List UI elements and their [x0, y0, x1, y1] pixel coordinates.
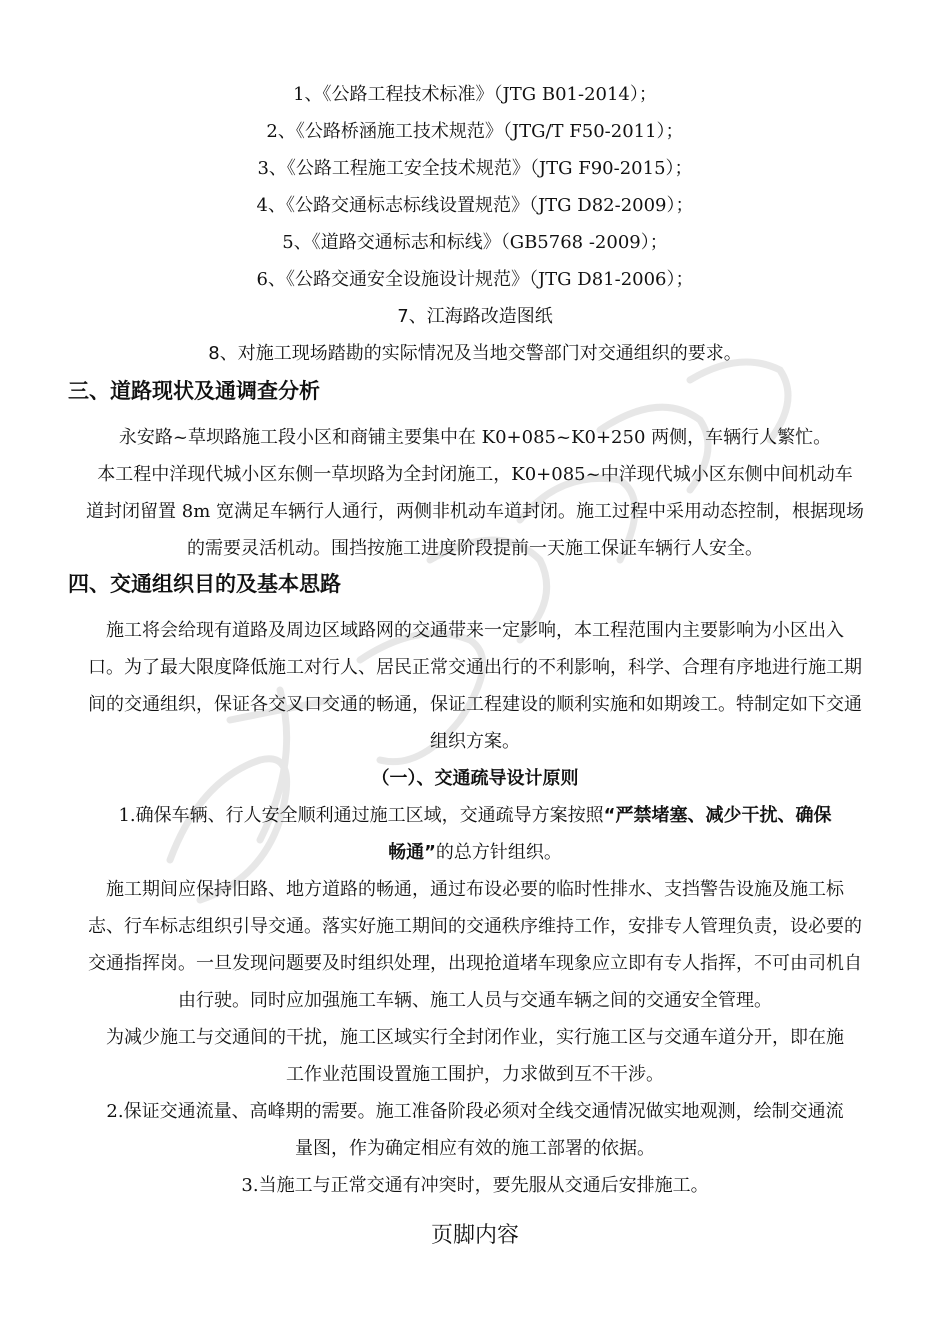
principle-item-1-emphasis: “严禁堵塞、减少干扰、确保 [603, 805, 832, 826]
section4-para2-line1: 施工期间应保持旧路、地方道路的畅通，通过布设必要的临时性排水、支挡警告设施及施工标 [106, 879, 844, 900]
page-footer: 页脚内容 [430, 1223, 519, 1248]
section4-para1-line1: 施工将会给现有道路及周边区域路网的交通带来一定影响，本工程范围内主要影响为小区出入 [106, 620, 844, 641]
reference-item-3: 3、《公路工程施工安全技术规范》（JTG F90-2015）； [257, 158, 693, 179]
principle-item-3: 3.当施工与正常交通有冲突时，要先服从交通后安排施工。 [241, 1175, 709, 1196]
principle-item-1-line1 [0, 801, 950, 827]
principle-item-1-prefix: 1.确保车辆、行人安全顺利通过施工区域，交通疏导方案按照 [118, 805, 604, 826]
section-heading-traffic-goals: 四、交通组织目的及基本思路 [68, 572, 341, 596]
principle-item-1-emphasis-end: 畅通” [388, 842, 436, 863]
reference-item-5: 5、《道路交通标志和标线》（GB5768 -2009）； [282, 232, 668, 253]
principle-item-2-line1: 2.保证交通流量、高峰期的需要。施工准备阶段必须对全线交通情况做实地观测，绘制交通流 [106, 1101, 844, 1122]
section4-para1-line3: 间的交通组织，保证各交叉口交通的畅通，保证工程建设的顺利实施和如期竣工。特制定如下交通 [88, 694, 862, 715]
section3-para2-line2: 道封闭留置 8m 宽满足车辆行人通行，两侧非机动车道封闭。施工过程中采用动态控制，根据现场 [86, 501, 864, 522]
subheading-design-principles: （一）、交通疏导设计原则 [371, 768, 579, 789]
section4-para2-line2: 志、行车标志组织引导交通。落实好施工期间的交通秩序维持工作，安排专人管理负责，设必要的 [88, 916, 862, 937]
section3-para2-line1: 本工程中洋现代城小区东侧一草坝路为全封闭施工，K0+085~中洋现代城小区东侧中间机动车 [97, 464, 853, 485]
section3-para2-line3: 的需要灵活机动。围挡按施工进度阶段提前一天施工保证车辆行人安全。 [187, 538, 763, 559]
principle-item-1-line2 [0, 838, 950, 864]
section-heading-road-status: 三、道路现状及通调查分析 [68, 379, 320, 403]
reference-item-1: 1、《公路工程技术标准》（JTG B01-2014）； [293, 84, 657, 105]
reference-item-4: 4、《公路交通标志标线设置规范》（JTG D82-2009）； [256, 195, 694, 216]
section3-para1: 永安路~草坝路施工段小区和商铺主要集中在 K0+085~K0+250 两侧，车辆行人繁忙。 [118, 427, 832, 448]
reference-item-6: 6、《公路交通安全设施设计规范》（JTG D81-2006）； [256, 269, 694, 290]
section4-para2-line4: 由行驶。同时应加强施工车辆、施工人员与交通车辆之间的交通安全管理。 [178, 990, 772, 1011]
section4-para3-line2: 工作业范围设置施工围护，力求做到互不干涉。 [286, 1064, 664, 1085]
principle-item-2-line2: 量图，作为确定相应有效的施工部署的依据。 [295, 1138, 655, 1159]
section4-para2-line3: 交通指挥岗。一旦发现问题要及时组织处理，出现抢道堵车现象应立即有专人指挥，不可由司机自 [88, 953, 862, 974]
section4-para1-line4: 组织方案。 [430, 731, 520, 752]
reference-item-2: 2、《公路桥涵施工技术规范》（JTG/T F50-2011）； [266, 121, 684, 142]
section4-para3-line1: 为减少施工与交通间的干扰，施工区域实行全封闭作业，实行施工区与交通车道分开，即在施 [106, 1027, 844, 1048]
reference-item-7: 7、江海路改造图纸 [397, 306, 553, 327]
reference-item-8: 8、对施工现场踏勘的实际情况及当地交警部门对交通组织的要求。 [208, 343, 742, 364]
principle-item-1-suffix: 的总方针组织。 [435, 842, 562, 863]
section4-para1-line2: 口。为了最大限度降低施工对行人、居民正常交通出行的不利影响，科学、合理有序地进行施工期 [88, 657, 862, 678]
